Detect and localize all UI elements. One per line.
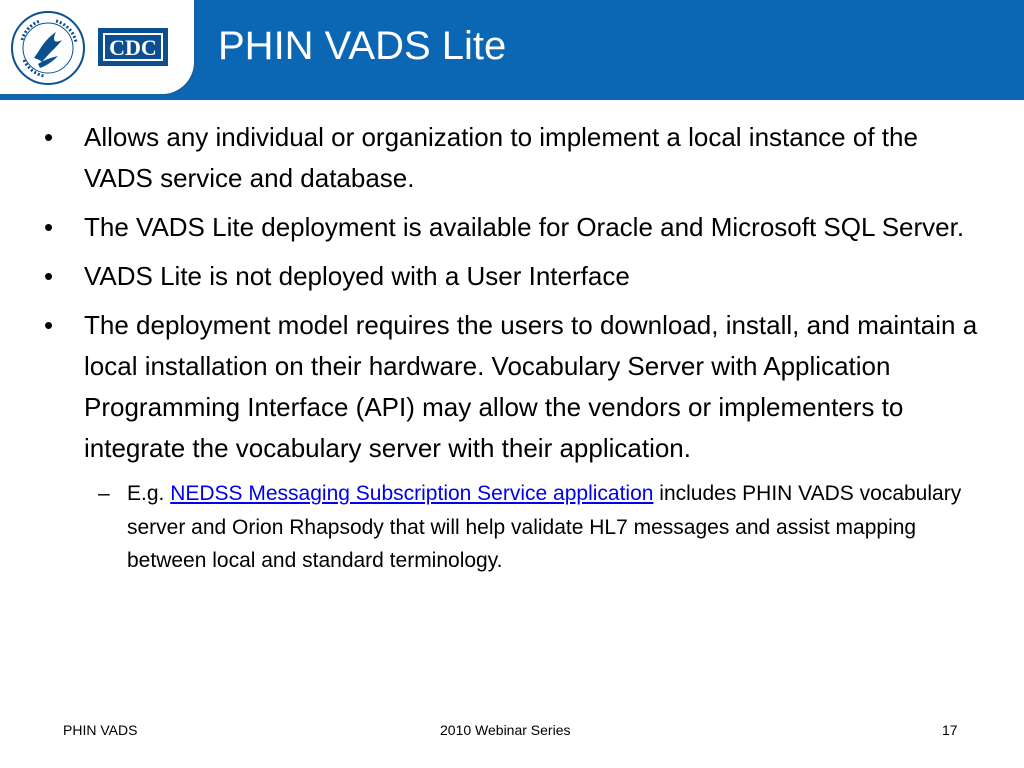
cdc-logo [98,28,168,66]
bullet-item [40,207,980,248]
footer-center: 2010 Webinar Series [440,722,571,738]
slide-title: PHIN VADS Lite [218,24,507,68]
slide-body [40,117,980,578]
logo-panel [0,0,196,96]
bullet-icon: • [44,212,54,242]
bullet-item [40,305,980,469]
dash-icon: – [98,482,110,505]
hhs-seal-icon [10,10,86,86]
bullet-icon: • [44,310,54,340]
cdc-logo-text: CDC [103,33,163,61]
bullet-item [40,117,980,199]
nedss-link[interactable]: NEDSS Messaging Subscription Service application [170,482,654,505]
slide-header [0,0,1024,100]
bullet-icon: • [44,261,54,291]
sub-bullet-item [40,477,980,578]
bullet-text: VADS Lite is not deployed with a User Interface [84,261,630,291]
bullet-text: Allows any individual or organization to implement a local instance of the VADS service and database. [84,122,918,193]
bullet-icon: • [44,122,54,152]
slide-footer [0,722,1024,744]
bullet-text: The deployment model requires the users to download, install, and maintain a local installation on their hardware. Vocabulary Server with Application Programming Interface (API) may allow the vendors or implementers to integrate the vocabulary server with their application. [84,310,978,463]
bullet-item [40,256,980,297]
footer-left: PHIN VADS [63,722,138,738]
sub-bullet-prefix: E.g. [127,482,165,505]
sub-bullet-suffix: includes PHIN VADS vocabulary server and Orion Rhapsody that will help validate HL7 messages and assist mapping between local and standard terminology. [127,482,962,572]
page-number: 17 [942,722,958,738]
bullet-text: The VADS Lite deployment is available for Oracle and Microsoft SQL Server. [84,212,965,242]
